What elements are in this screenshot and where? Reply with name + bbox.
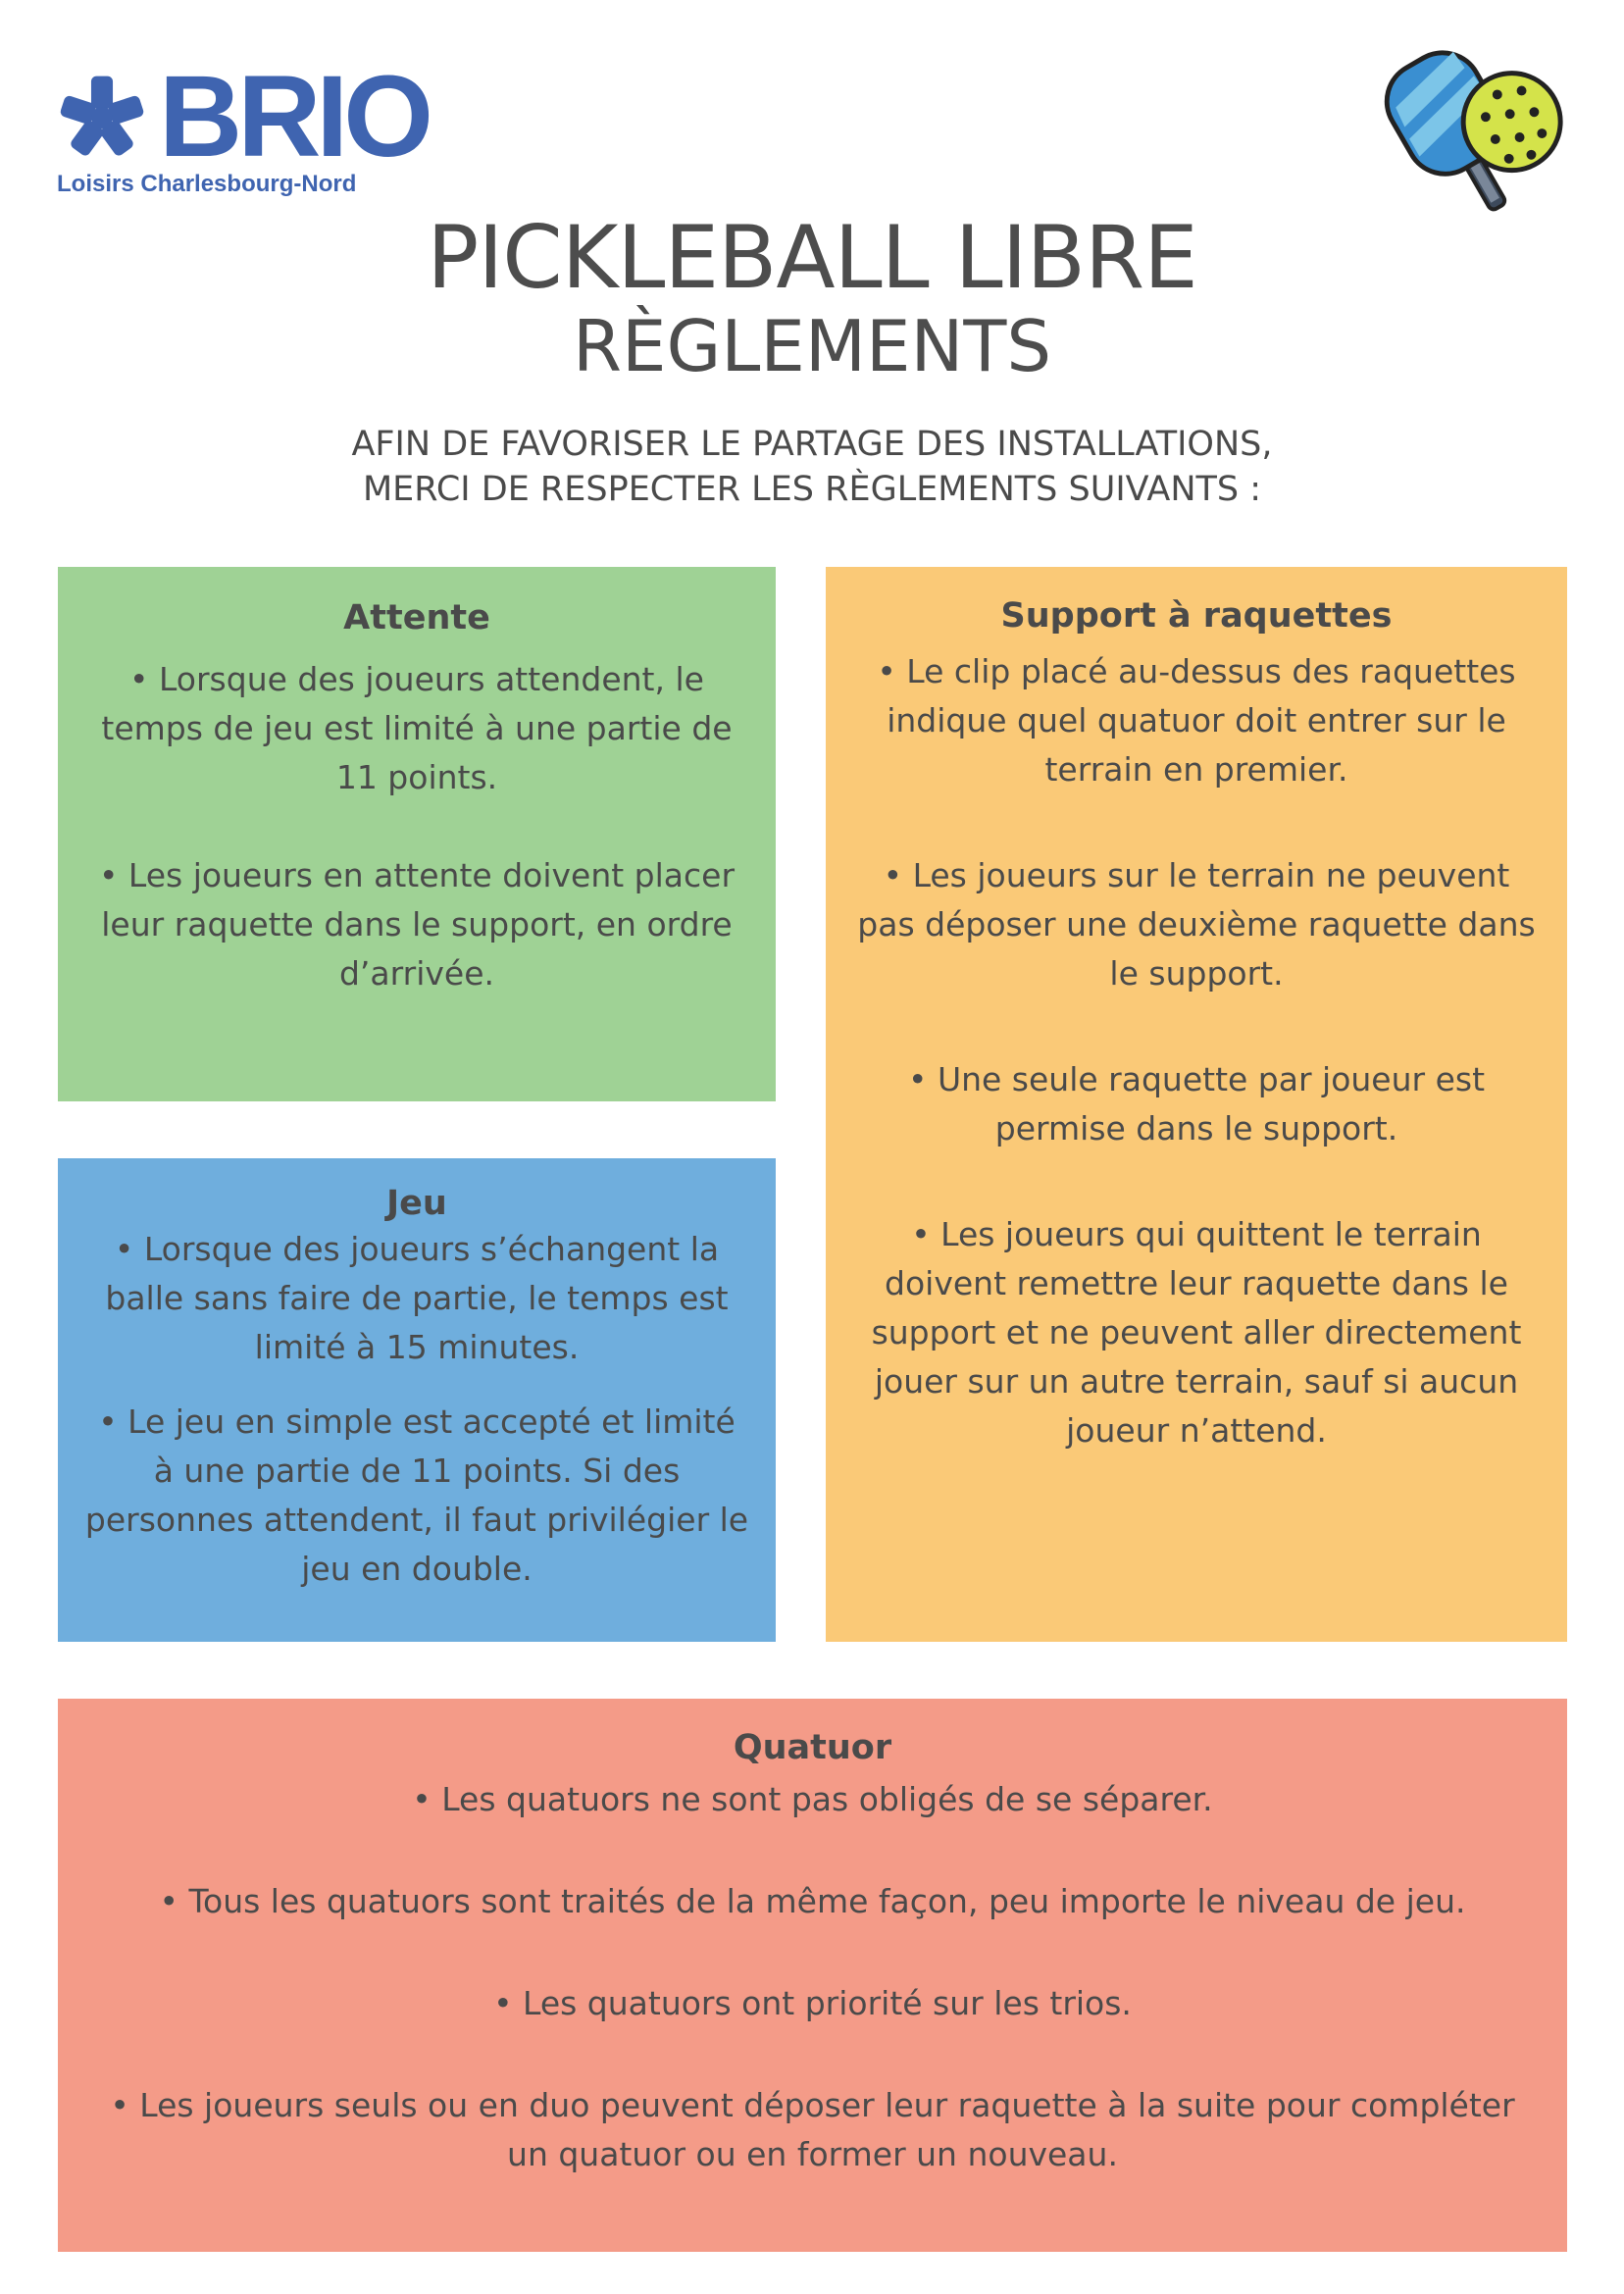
section-support-raquettes — [826, 567, 1567, 1642]
section-title: Quatuor — [733, 1728, 892, 1767]
intro-line: AFIN DE FAVORISER LE PARTAGE DES INSTALLATIONS, — [351, 425, 1273, 464]
brio-logo — [57, 52, 429, 203]
rule-item: • Une seule raquette par joueur est permise dans le support. — [907, 1060, 1486, 1147]
intro-line: MERCI DE RESPECTER LES RÈGLEMENTS SUIVANTS : — [362, 470, 1262, 509]
page-subtitle: RÈGLEMENTS — [572, 305, 1052, 387]
logo-wordmark: BRIO — [159, 52, 429, 181]
rule-item: • Lorsque des joueurs s’échangent la balle sans faire de partie, le temps est limité à 15 minutes. — [105, 1230, 729, 1366]
logo-subtitle: Loisirs Charlesbourg-Nord — [57, 171, 357, 197]
section-attente — [58, 567, 776, 1101]
rule-item: • Les joueurs seuls ou en duo peuvent déposer leur raquette à la suite pour compléter un quatuor ou en former un nouveau. — [110, 2086, 1515, 2173]
intro-text — [0, 422, 1624, 512]
rule-item: • Les joueurs qui quittent le terrain doivent remettre leur raquette dans le support et ne peuvent aller directement jouer sur un autre terrain, sauf si aucun joueur n’attend. — [871, 1215, 1522, 1450]
rule-item: • Le jeu en simple est accepté et limité à une partie de 11 points. Si des personnes attendent, il faut privilégier le jeu en double. — [84, 1402, 749, 1588]
rule-item: • Les quatuors ne sont pas obligés de se séparer. — [412, 1780, 1213, 1818]
pickleball-paddle-icon — [1381, 43, 1575, 229]
section-title: Jeu — [386, 1184, 447, 1223]
rule-item: • Les joueurs en attente doivent placer leur raquette dans le support, en ordre d’arrivée. — [98, 856, 736, 993]
rule-item: • Lorsque des joueurs attendent, le temps de jeu est limité à une partie de 11 points. — [101, 660, 733, 796]
rule-item: • Les quatuors ont priorité sur les trios. — [493, 1984, 1132, 2022]
page-title: PICKLEBALL LIBRE — [427, 207, 1197, 308]
section-title: Support à raquettes — [1000, 596, 1393, 636]
star-asterisk-icon — [57, 73, 147, 163]
section-title: Attente — [343, 598, 490, 637]
section-jeu — [58, 1158, 776, 1642]
rule-item: • Les joueurs sur le terrain ne peuvent pas déposer une deuxième raquette dans le support. — [857, 856, 1536, 993]
rule-item: • Le clip placé au-dessus des raquettes indique quel quatuor doit entrer sur le terrain en premier. — [877, 652, 1516, 789]
rule-item: • Tous les quatuors sont traités de la même façon, peu importe le niveau de jeu. — [159, 1882, 1466, 1920]
section-quatuor — [58, 1699, 1567, 2252]
